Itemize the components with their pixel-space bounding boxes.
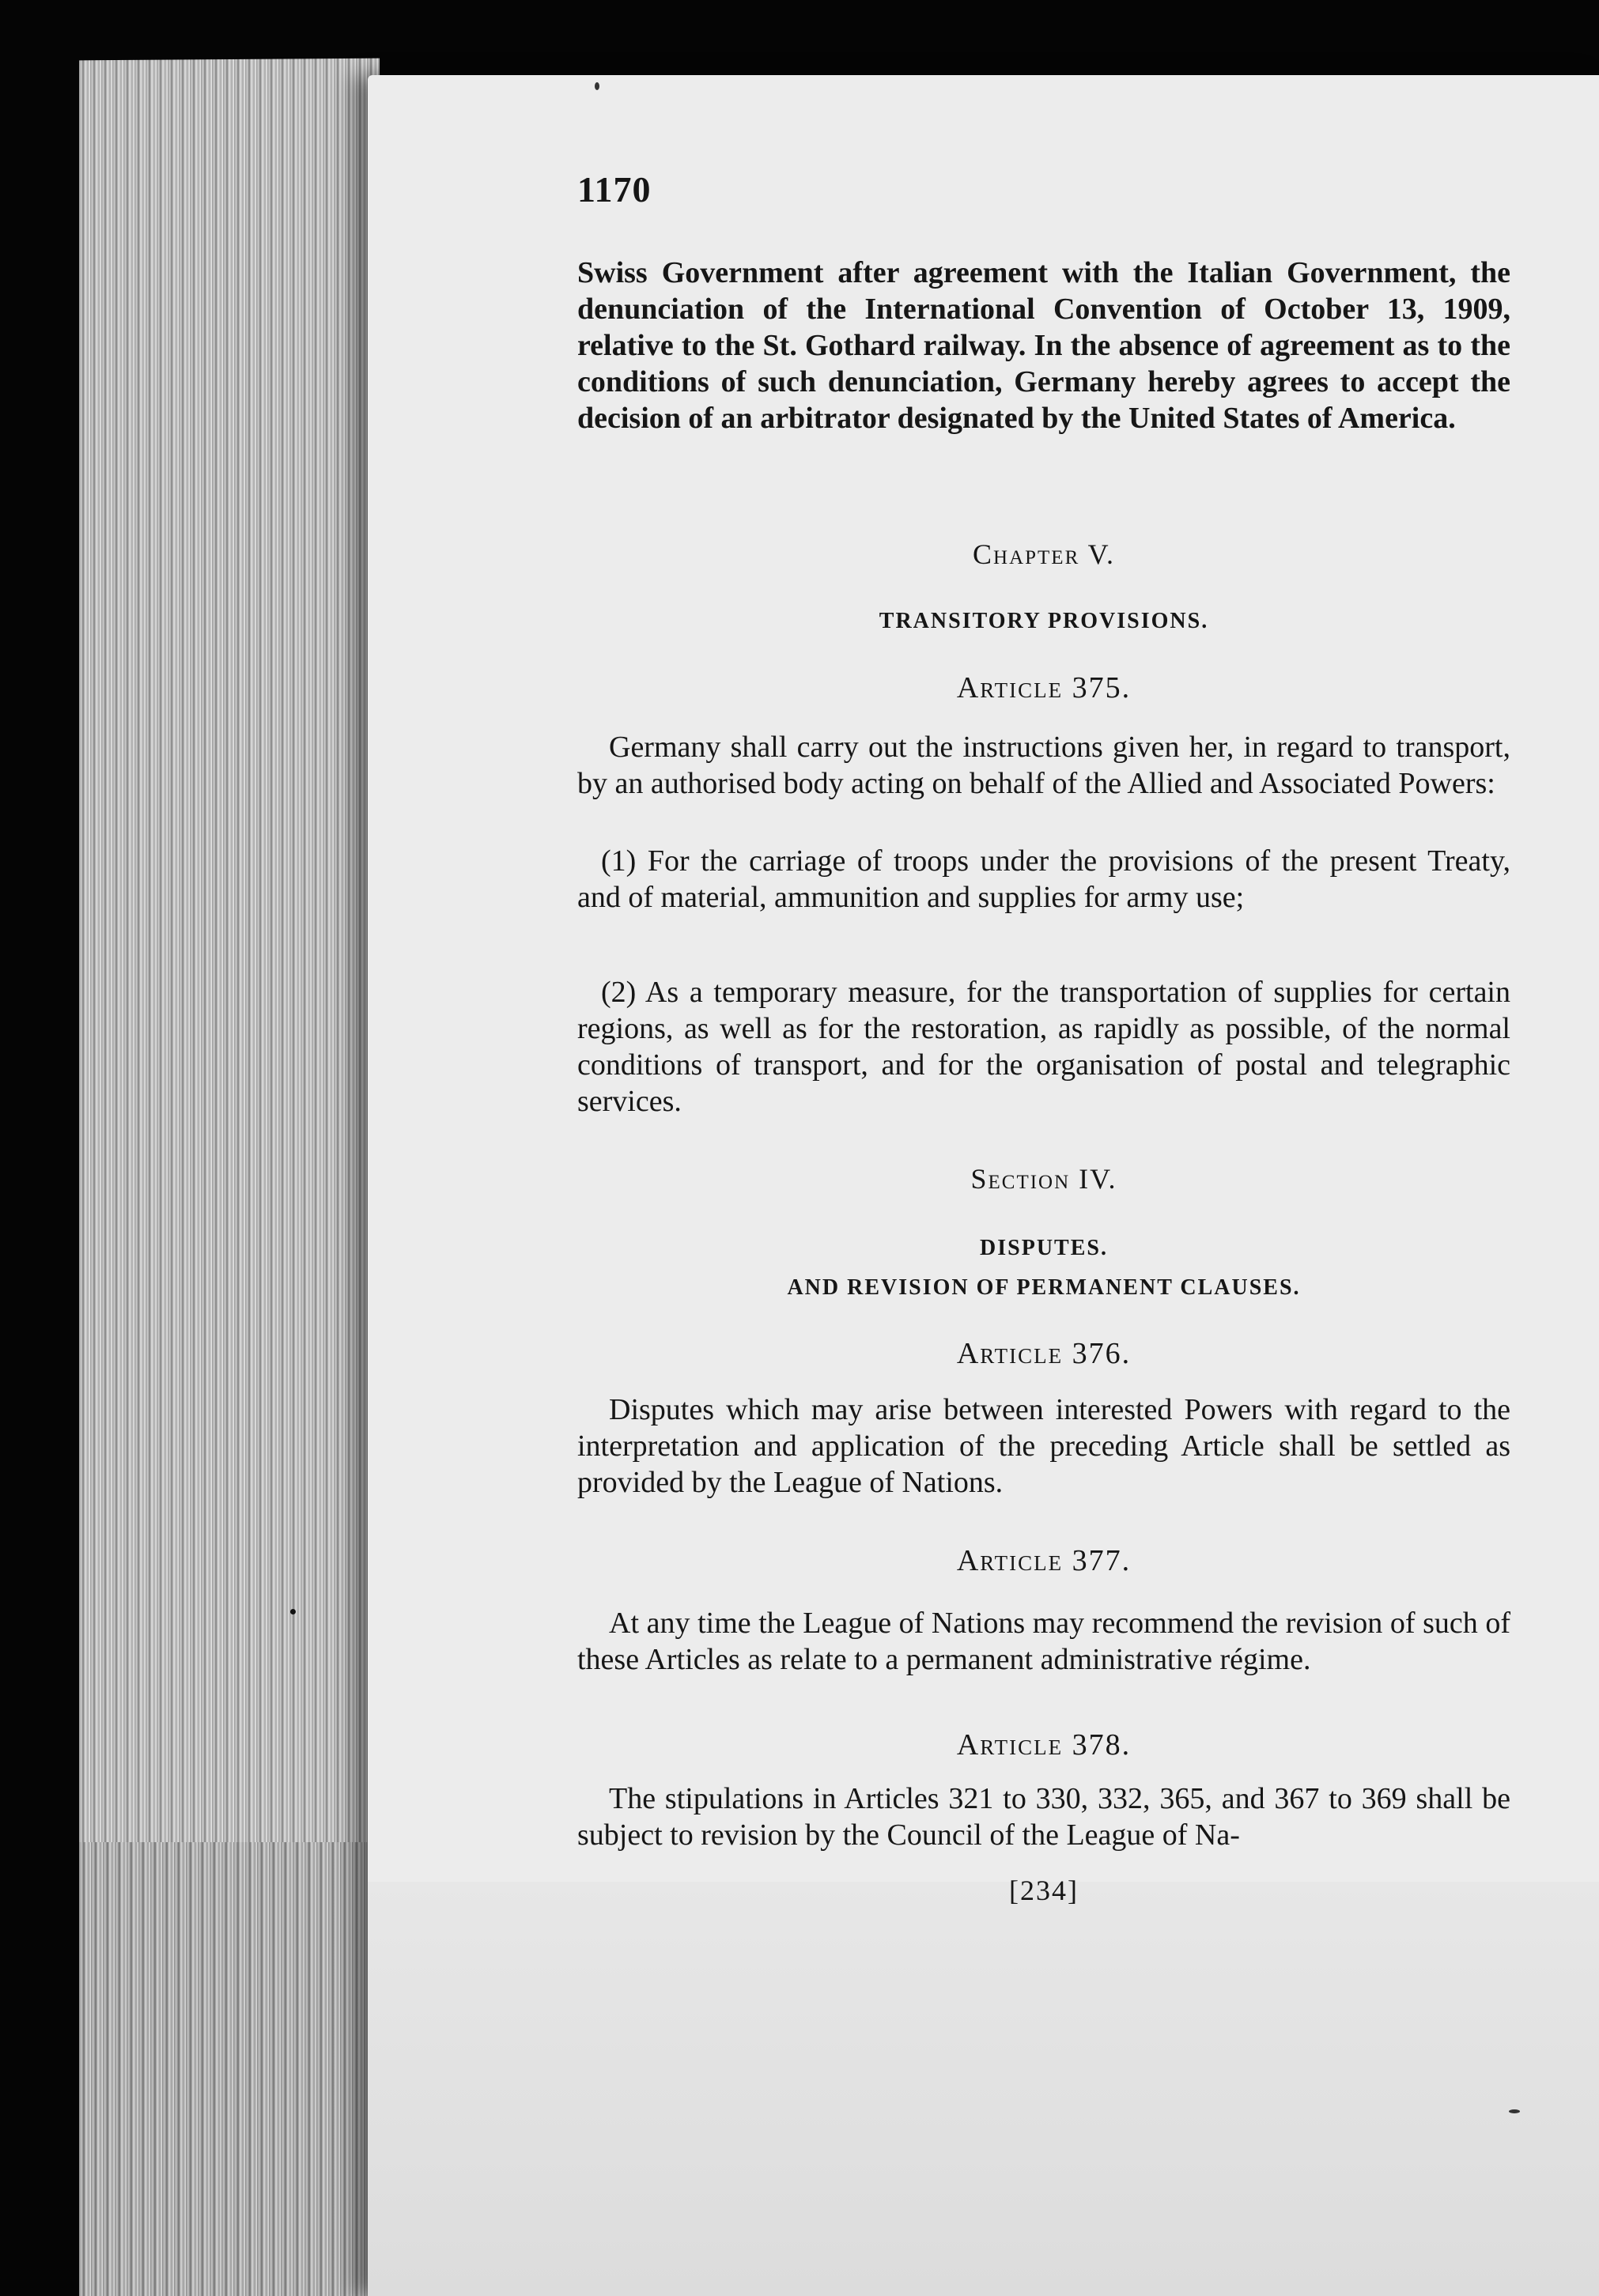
- article-376-text: Disputes which may arise between interested Powers with regard to the interpretation and application of the preceding Article shall be settled as provided by the League of Nations.: [577, 1393, 1510, 1499]
- section-subheading-1: DISPUTES.: [980, 1236, 1108, 1260]
- section-subheading-2: AND REVISION OF PERMANENT CLAUSES.: [787, 1275, 1301, 1300]
- section-heading: Section IV.: [970, 1163, 1117, 1195]
- opening-paragraph: Swiss Government after agreement with the Italian Government, the denunciation of the International Convention of October 13, 1909, relative to the St. Gothard railway. In the absence of agreement as to the conditions of such denunciation, Germany hereby agrees to accept the decision of an arbitrator designated by the United States of America.: [577, 256, 1510, 435]
- article-377-text: At any time the League of Nations may recommend the revision of such of these Articles as relate to a permanent administrative régime.: [577, 1607, 1510, 1676]
- article-378-heading: Article 378.: [956, 1728, 1132, 1762]
- article-377-heading: Article 377.: [956, 1544, 1132, 1577]
- page-number: 1170: [577, 169, 652, 210]
- ink-speck: [290, 1609, 296, 1614]
- article-375-intro: Germany shall carry out the instructions given her, in regard to transport, by an authorised body acting on behalf of the Allied and Associated Powers:: [577, 731, 1510, 800]
- article-375-item-1: (1) For the carriage of troops under the provisions of the present Treaty, and of material, ammunition and supplies for army use;: [577, 844, 1510, 914]
- article-375-heading: Article 375.: [956, 671, 1132, 704]
- ink-speck: [1509, 2109, 1520, 2113]
- article-376-heading: Article 376.: [956, 1337, 1132, 1370]
- ink-speck: [595, 82, 599, 90]
- folio-number: [234]: [1009, 1875, 1079, 1906]
- page-edges-lower: [79, 1842, 380, 2296]
- chapter-heading: Chapter V.: [973, 538, 1115, 570]
- chapter-subheading: TRANSITORY PROVISIONS.: [879, 609, 1209, 633]
- article-378-text: The stipulations in Articles 321 to 330, 332, 365, and 367 to 369 shall be subject to revision by the Council of the League of Na-: [577, 1782, 1510, 1852]
- article-375-item-2: (2) As a temporary measure, for the transportation of supplies for certain regions, as well as for the restoration, as rapidly as possible, of the normal conditions of transport, and for the organisation of postal and telegraphic services.: [577, 976, 1510, 1118]
- page-edges: [79, 59, 380, 1879]
- page-sheet-lower: [368, 1882, 1599, 2296]
